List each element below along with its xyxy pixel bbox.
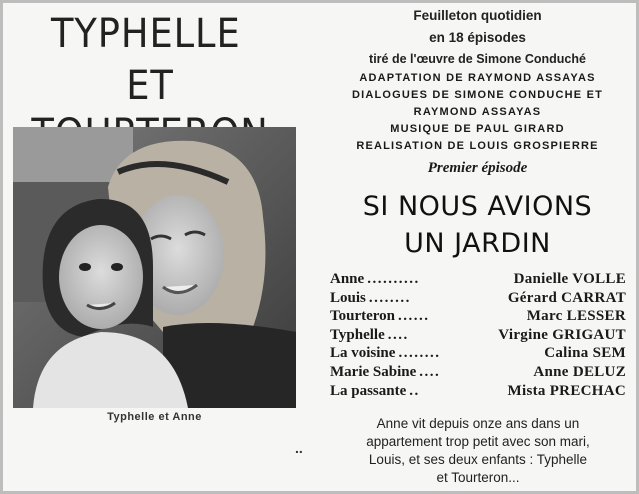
cast-list (330, 270, 626, 400)
cast-row (330, 289, 626, 308)
cast-role: Typhelle (330, 326, 385, 343)
production-credits (325, 70, 630, 155)
source-credit: tiré de l'œuvre de Simone Conduché (369, 52, 586, 66)
cast-role: Tourteron (330, 308, 396, 325)
separator-dots: .. (295, 440, 303, 456)
synopsis-line-2: appartement trop petit avec son mari, (366, 434, 590, 449)
synopsis-line-4: et Tourteron... (436, 470, 520, 485)
cast-role: Anne (330, 271, 365, 287)
cast-actor: Virgine GRIGAUT (498, 326, 626, 343)
cast-role: La voisine (330, 345, 396, 362)
cast-role: Louis (330, 289, 366, 306)
cast-actor: Marc LESSER (526, 308, 626, 325)
cast-role: Marie Sabine (330, 363, 417, 380)
episode-title-line-1: SI NOUS AVIONS (362, 191, 593, 222)
cast-dots: .... (419, 363, 441, 380)
feuilleton-label: Feuilleton quotidien (413, 8, 542, 23)
cast-dots: ...... (398, 308, 430, 325)
title-line-1: TYPHELLE (50, 11, 241, 57)
photo-caption: Typhelle et Anne (107, 411, 202, 423)
cast-row (330, 326, 626, 345)
credit-adaptation: ADAPTATION DE RAYMOND ASSAYAS (359, 72, 596, 84)
photo-illustration (13, 127, 296, 408)
synopsis (322, 415, 634, 487)
credit-dialogues: DIALOGUES DE SIMONE CONDUCHE ET (351, 89, 604, 101)
cast-row (330, 270, 626, 289)
synopsis-line-3: Louis, et ses deux enfants : Typhelle (368, 452, 588, 467)
cast-row (330, 382, 626, 401)
credit-dialogues-cont: RAYMOND ASSAYAS (413, 106, 542, 118)
cast-actor: Mista PRECHAC (507, 382, 626, 399)
cast-row (330, 363, 626, 382)
cast-actor: Danielle VOLLE (513, 271, 626, 287)
title-line-2: ET (126, 63, 174, 109)
cast-dots: ........ (398, 345, 441, 362)
cast-dots: .......... (367, 271, 420, 287)
cast-dots: .... (387, 326, 409, 343)
credit-realisation: REALISATION DE LOUIS GROSPIERRE (356, 140, 599, 152)
episodes-count: en 18 épisodes (429, 30, 526, 45)
cast-actor: Gérard CARRAT (507, 289, 626, 306)
cast-role: La passante (330, 382, 407, 399)
episode-title (325, 188, 630, 262)
cast-actor: Calina SEM (544, 345, 626, 362)
credit-musique: MUSIQUE DE PAUL GIRARD (390, 123, 565, 135)
episode-title-line-2: UN JARDIN (404, 228, 551, 259)
cast-dots: ........ (368, 289, 411, 306)
premier-episode-label: Premier épisode (427, 160, 528, 176)
photo-typhelle-anne (13, 127, 296, 408)
cast-dots: .. (409, 382, 420, 399)
cast-row (330, 344, 626, 363)
synopsis-line-1: Anne vit depuis onze ans dans un (376, 416, 580, 431)
cast-actor: Anne DELUZ (533, 363, 626, 380)
cast-row (330, 307, 626, 326)
